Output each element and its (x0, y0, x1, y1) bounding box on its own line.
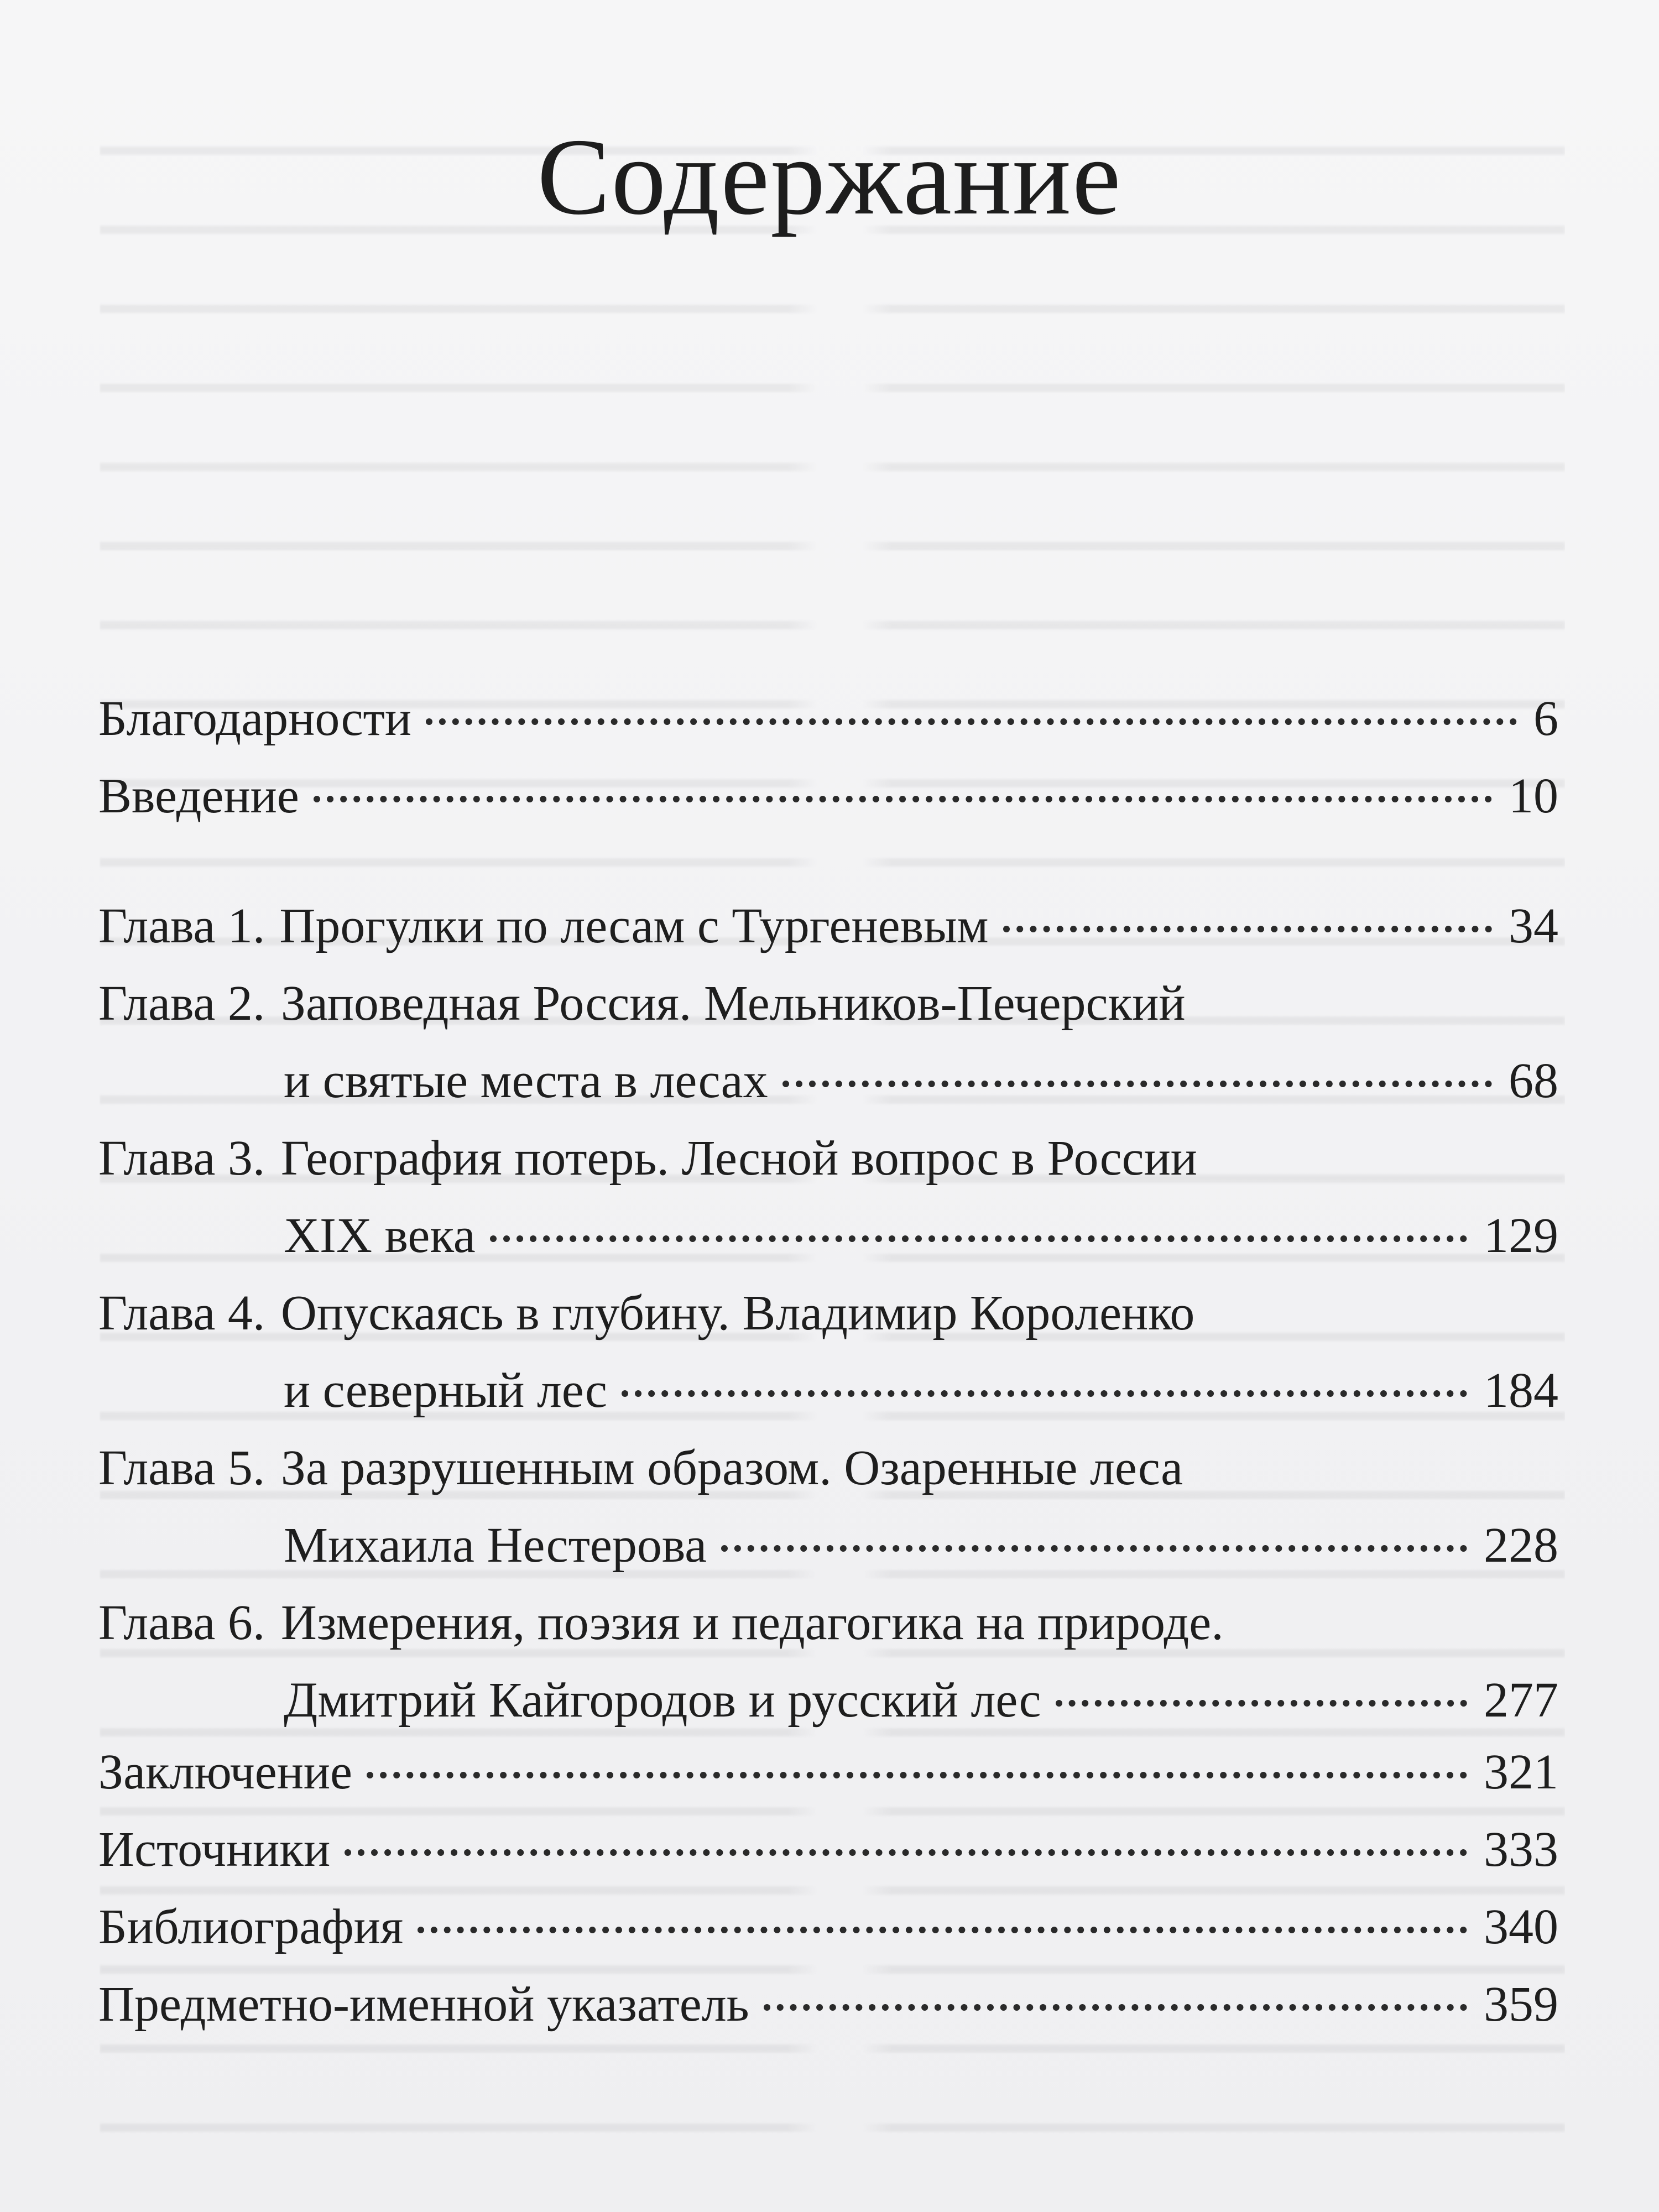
chapter-number: Глава 1. (98, 899, 265, 953)
toc-page-number: 359 (1484, 1977, 1558, 2032)
toc-entry-label: Источники (98, 1822, 331, 1877)
toc-page-number: 6 (1533, 691, 1558, 746)
dot-leader (1056, 1700, 1467, 1707)
toc-page-number: 10 (1509, 769, 1558, 823)
toc-entry-introduction[interactable] (98, 758, 1558, 835)
toc-page-number: 277 (1484, 1673, 1558, 1728)
toc-entry-label: Введение (98, 769, 299, 823)
page-title: Содержание (537, 116, 1122, 237)
chapter-title-continuation: XIX века (284, 1208, 476, 1263)
chapter-number: Глава 6. (98, 1595, 265, 1650)
toc-entry-chapter-5[interactable] (98, 1430, 1558, 1584)
chapter-title: География потерь. Лесной вопрос в России (280, 1131, 1197, 1186)
dot-leader (418, 1927, 1467, 1933)
dot-leader (314, 796, 1492, 802)
toc-page-number: 184 (1484, 1363, 1558, 1418)
chapter-title: За разрушенным образом. Озаренные леса (280, 1441, 1183, 1495)
chapter-title-continuation: Дмитрий Кайгородов и русский лес (284, 1673, 1041, 1728)
toc-entry-chapter-1[interactable] (98, 888, 1558, 965)
dot-leader (622, 1390, 1467, 1397)
chapter-title: Измерения, поэзия и педагогика на природе. (280, 1595, 1224, 1650)
dot-leader (782, 1081, 1492, 1087)
toc-entry-conclusion[interactable] (98, 1734, 1558, 1811)
chapter-number: Глава 2. (98, 976, 265, 1031)
toc-page-number: 321 (1484, 1745, 1558, 1799)
chapter-title: Опускаясь в глубину. Владимир Короленко (280, 1286, 1195, 1340)
toc-page-number: 228 (1484, 1518, 1558, 1573)
toc-entry-sources[interactable] (98, 1811, 1558, 1888)
chapter-title-continuation: Михаила Нестерова (284, 1518, 707, 1573)
toc-entry-bibliography[interactable] (98, 1888, 1558, 1966)
dot-leader (345, 1849, 1467, 1856)
toc-page-number: 333 (1484, 1822, 1558, 1877)
toc-entry-chapter-6[interactable] (98, 1584, 1558, 1739)
toc-page-number: 68 (1509, 1053, 1558, 1108)
dot-leader (367, 1772, 1467, 1778)
chapter-title-continuation: и северный лес (284, 1363, 607, 1418)
dot-leader (426, 718, 1517, 725)
chapter-title: Заповедная Россия. Мельников-Печерский (280, 976, 1186, 1031)
chapter-number: Глава 4. (98, 1286, 265, 1340)
dot-leader (1003, 926, 1493, 932)
chapter-number: Глава 5. (98, 1441, 265, 1495)
toc-entry-chapter-3[interactable] (98, 1120, 1558, 1275)
dot-leader (764, 2004, 1467, 2011)
toc-entry-acknowledgements[interactable] (98, 680, 1558, 758)
toc-page-number: 129 (1484, 1208, 1558, 1263)
toc-entry-index[interactable] (98, 1966, 1558, 2043)
chapter-number: Глава 3. (98, 1131, 265, 1186)
chapter-title-continuation: и святые места в лесах (284, 1053, 768, 1108)
toc-entry-label: Библиография (98, 1900, 404, 1954)
dot-leader (490, 1235, 1467, 1242)
toc-entry-chapter-2[interactable] (98, 965, 1558, 1120)
dot-leader (721, 1545, 1467, 1552)
toc-entry-chapter-4[interactable] (98, 1275, 1558, 1430)
toc-entry-label: Предметно-именной указатель (98, 1977, 749, 2032)
toc-entry-label: Благодарности (98, 691, 412, 746)
chapter-title: Прогулки по лесам с Тургеневым (279, 899, 989, 953)
toc-entry-label: Заключение (98, 1745, 352, 1799)
toc-page-number: 34 (1509, 899, 1558, 953)
toc-page-number: 340 (1484, 1900, 1558, 1954)
